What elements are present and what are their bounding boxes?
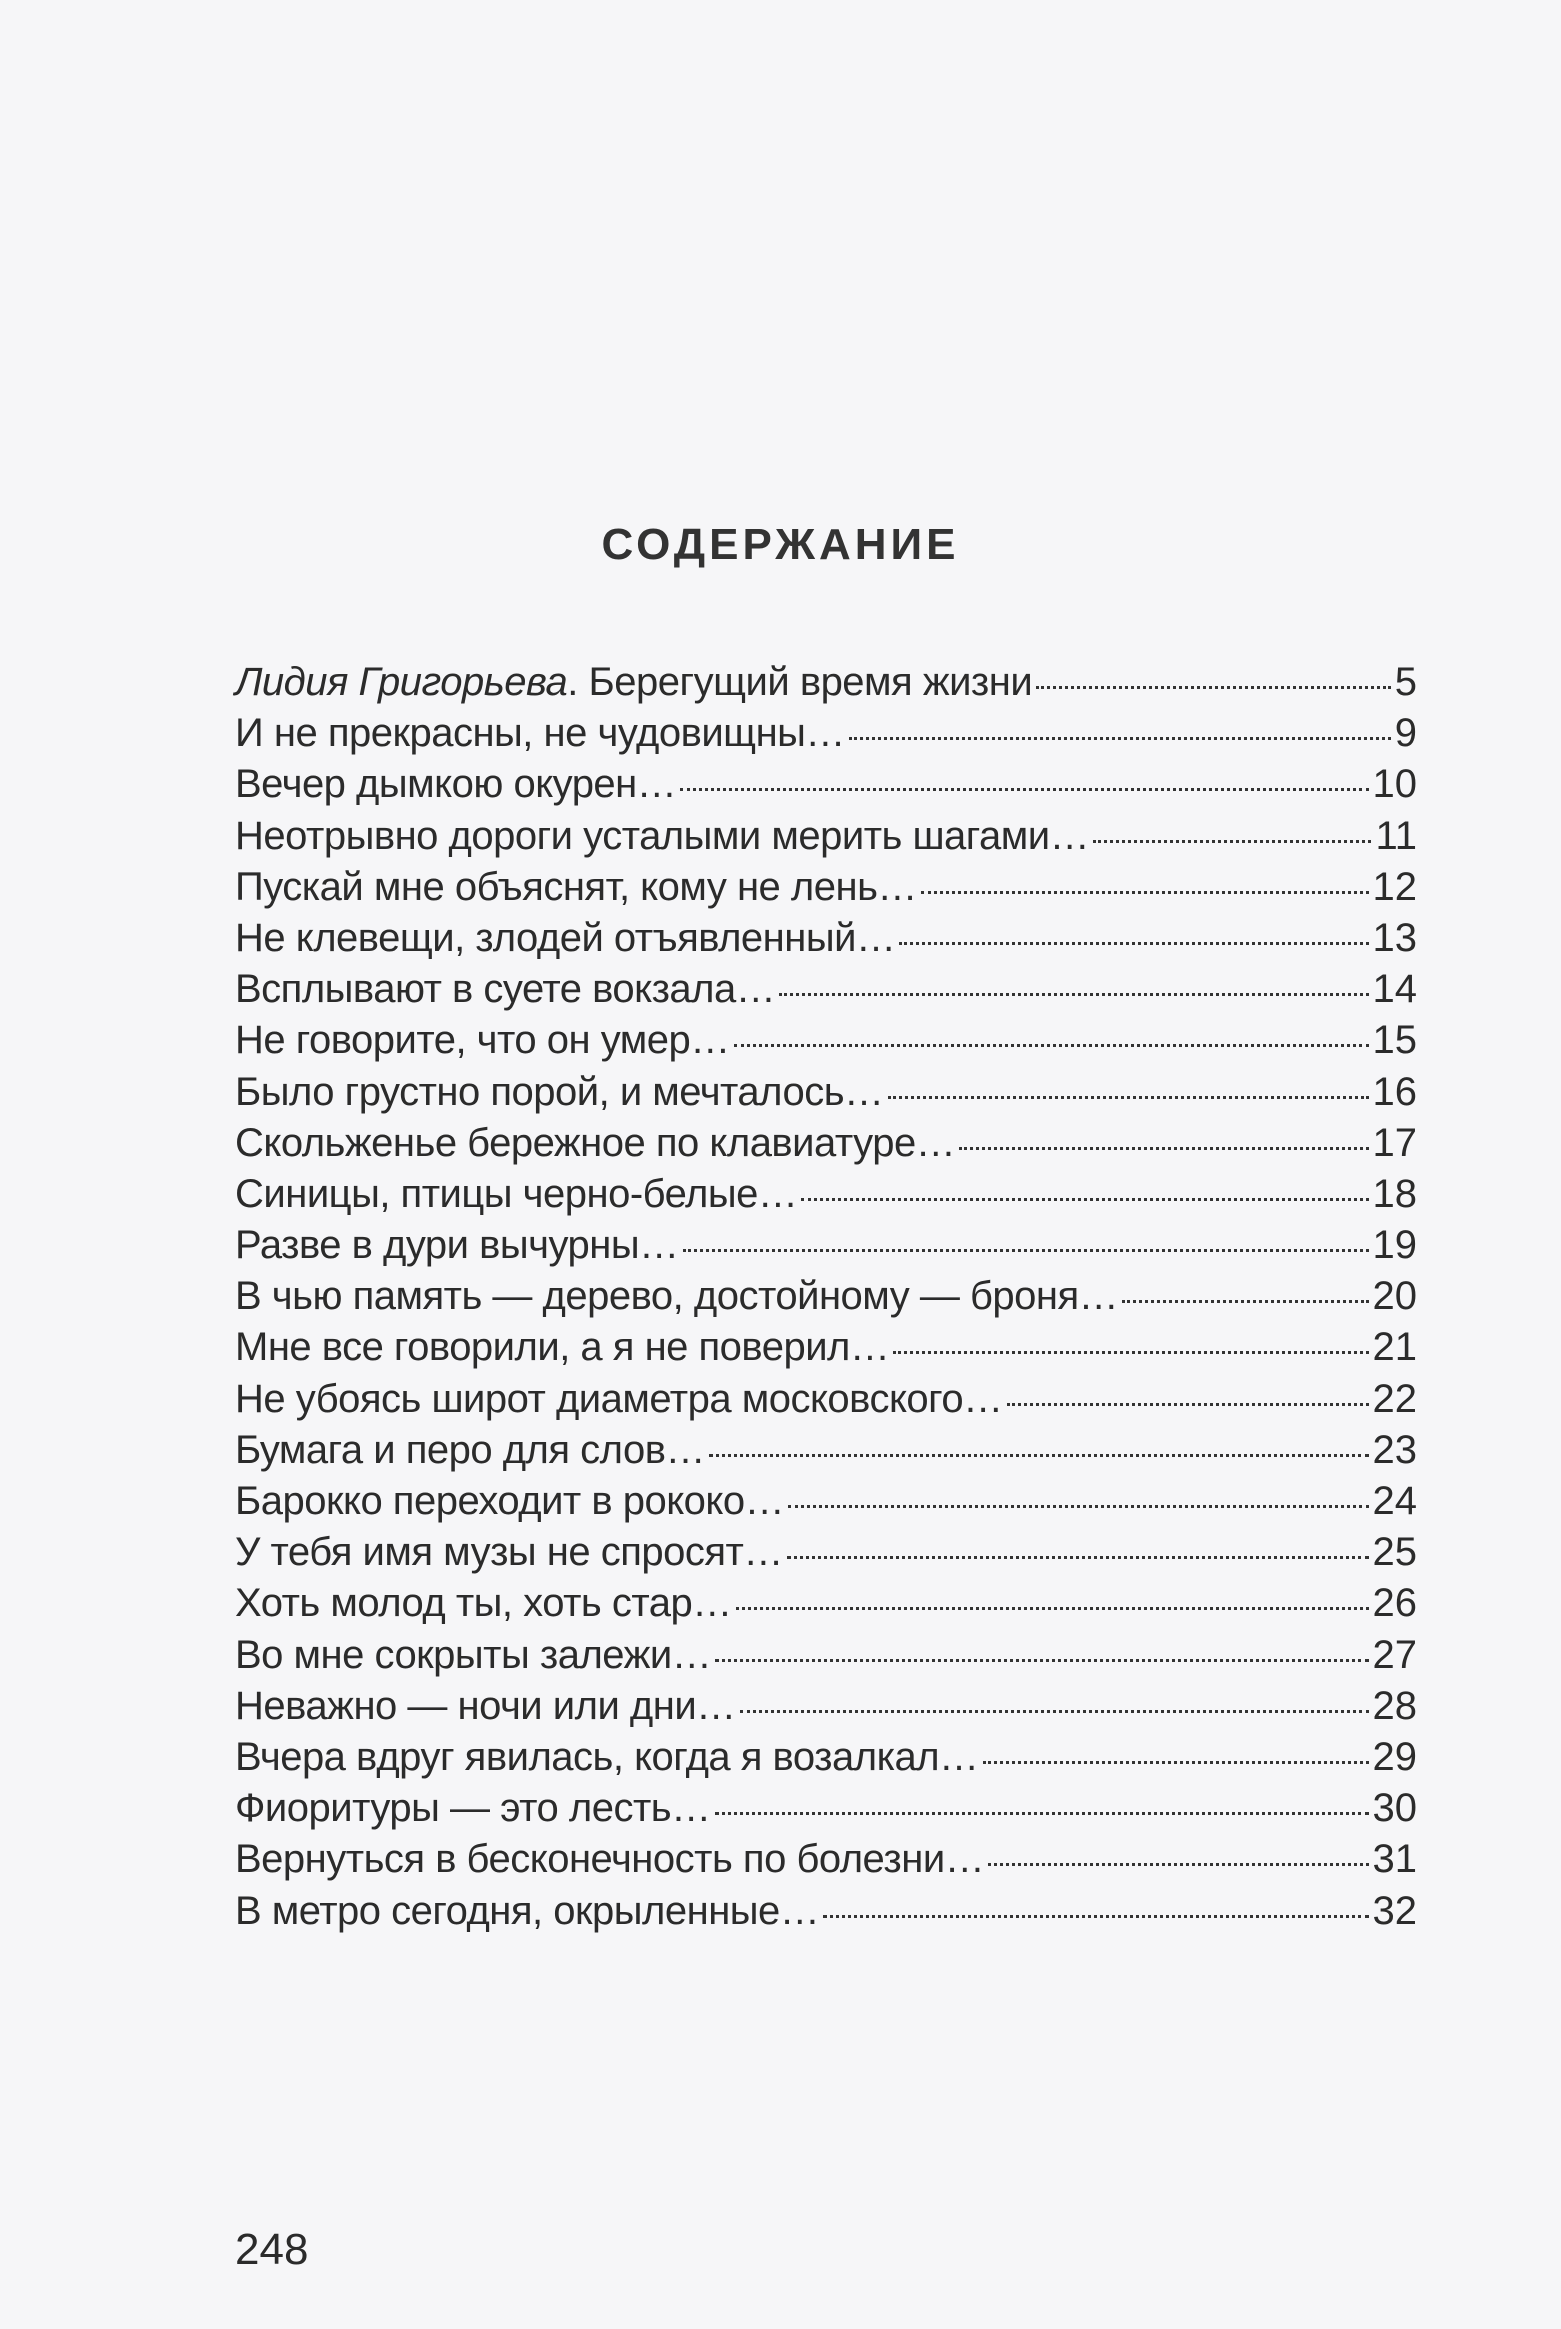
entry-title-text: . Берегущий время жизни <box>567 660 1033 704</box>
toc-entry <box>235 1070 1417 1121</box>
entry-page: 22 <box>1372 1376 1417 1421</box>
dot-leader <box>1122 1300 1368 1303</box>
dot-leader <box>959 1147 1368 1150</box>
entry-title-text: В метро сегодня, окрыленные… <box>235 1888 820 1933</box>
toc-entry <box>235 660 1417 711</box>
entry-title-text: Вечер дымкою окурен… <box>235 762 677 807</box>
entry-page: 10 <box>1372 762 1417 807</box>
entry-title-text: Во мне сокрыты залежи… <box>235 1632 712 1677</box>
entry-page: 31 <box>1372 1837 1417 1882</box>
toc-entry <box>235 1530 1417 1581</box>
entry-page: 11 <box>1375 813 1417 858</box>
entry-title-text: Пускай мне объяснят, кому не лень… <box>235 864 917 909</box>
entry-page: 26 <box>1372 1581 1417 1626</box>
entry-title <box>235 814 1089 859</box>
dot-leader <box>788 1505 1368 1508</box>
entry-title <box>235 1684 736 1729</box>
dot-leader <box>988 1863 1368 1866</box>
entry-page: 30 <box>1372 1786 1417 1831</box>
entry-page: 29 <box>1372 1734 1417 1779</box>
entry-title <box>235 916 895 961</box>
entry-page: 15 <box>1372 1018 1417 1063</box>
entry-page: 12 <box>1372 864 1417 909</box>
entry-page: 19 <box>1372 1223 1417 1268</box>
entry-title <box>235 1274 1118 1319</box>
dot-leader <box>899 942 1368 945</box>
entry-title-text: Вернуться в бесконечность по болезни… <box>235 1837 985 1882</box>
entry-page: 16 <box>1372 1069 1417 1114</box>
entry-title-text: И не прекрасны, не чудовищны… <box>235 711 845 756</box>
toc-entry <box>235 916 1417 967</box>
dot-leader <box>740 1710 1369 1713</box>
entry-title <box>235 1837 984 1882</box>
entry-title-text: Бумага и перо для слов… <box>235 1427 705 1472</box>
entry-title-text: Не убоясь широт диаметра московского… <box>235 1376 1003 1421</box>
entry-title <box>235 711 845 756</box>
entry-page: 13 <box>1372 915 1417 960</box>
dot-leader <box>1007 1403 1369 1406</box>
entry-title-text: Не клевещи, злодей отъявленный… <box>235 915 896 960</box>
entry-title-text: Было грустно порой, и мечталось… <box>235 1069 884 1114</box>
toc-entry <box>235 1274 1417 1325</box>
entry-title-text: В чью память — дерево, достойному — броня… <box>235 1274 1119 1319</box>
toc-entry <box>235 1223 1417 1274</box>
entry-title <box>235 660 1032 705</box>
toc-entry <box>235 1786 1417 1837</box>
entry-title <box>235 865 917 910</box>
entry-page: 24 <box>1372 1479 1417 1523</box>
toc-entry <box>235 762 1417 813</box>
entry-title-text: Фиоритуры — это лесть… <box>235 1786 711 1831</box>
entry-title <box>235 1070 884 1115</box>
dot-leader <box>1036 686 1391 689</box>
entry-title <box>235 1172 797 1217</box>
entry-page: 32 <box>1372 1888 1417 1933</box>
dot-leader <box>849 737 1391 740</box>
entry-title <box>235 1121 955 1166</box>
table-of-contents <box>235 660 1417 1940</box>
entry-title <box>235 1530 783 1575</box>
toc-entry <box>235 1018 1417 1069</box>
dot-leader <box>779 993 1368 996</box>
entry-page: 5 <box>1394 660 1417 704</box>
toc-entry <box>235 967 1417 1018</box>
toc-entry <box>235 814 1417 865</box>
entry-title-text: Скольженье бережное по клавиатуре… <box>235 1120 956 1165</box>
entry-page: 17 <box>1372 1120 1417 1165</box>
entry-title <box>235 1633 711 1678</box>
toc-entry <box>235 865 1417 916</box>
dot-leader <box>888 1096 1369 1099</box>
entry-title-text: Синицы, птицы черно-белые… <box>235 1171 798 1216</box>
toc-entry <box>235 1121 1417 1172</box>
entry-title <box>235 762 676 807</box>
entry-title-text: Неважно — ночи или дни… <box>235 1683 736 1728</box>
entry-title-text: Всплывают в суете вокзала… <box>235 967 776 1012</box>
dot-leader <box>683 1249 1369 1252</box>
entry-author: Лидия Григорьева <box>235 660 568 704</box>
dot-leader <box>715 1659 1368 1662</box>
toc-entry <box>235 1172 1417 1223</box>
entry-title <box>235 1735 979 1780</box>
dot-leader <box>983 1761 1369 1764</box>
toc-entry <box>235 1428 1417 1479</box>
dot-leader <box>680 788 1368 791</box>
toc-entry <box>235 711 1417 762</box>
entry-title <box>235 1223 679 1268</box>
page-title: СОДЕРЖАНИЕ <box>601 520 960 569</box>
dot-leader <box>893 1351 1368 1354</box>
entry-title <box>235 1479 784 1524</box>
entry-title <box>235 1889 819 1934</box>
entry-page: 20 <box>1372 1274 1417 1319</box>
entry-page: 28 <box>1372 1683 1417 1728</box>
entry-page: 23 <box>1372 1427 1417 1472</box>
entry-title <box>235 1786 711 1831</box>
toc-entry <box>235 1735 1417 1786</box>
entry-title <box>235 1581 732 1626</box>
entry-page: 21 <box>1372 1325 1417 1370</box>
entry-page: 14 <box>1372 967 1417 1012</box>
toc-entry <box>235 1581 1417 1632</box>
entry-title <box>235 1377 1003 1422</box>
dot-leader <box>715 1812 1369 1815</box>
dot-leader <box>709 1454 1369 1457</box>
entry-title <box>235 1325 889 1370</box>
toc-entry <box>235 1377 1417 1428</box>
dot-leader <box>734 1044 1369 1047</box>
entry-title-text: У тебя имя музы не спросят… <box>235 1530 783 1575</box>
entry-title <box>235 1428 705 1473</box>
entry-title-text: Неотрывно дороги усталыми мерить шагами… <box>235 813 1090 858</box>
page-number: 248 <box>235 2225 309 2274</box>
toc-entry <box>235 1684 1417 1735</box>
entry-page: 25 <box>1372 1530 1417 1575</box>
entry-page: 18 <box>1372 1171 1417 1216</box>
toc-entry <box>235 1479 1417 1530</box>
toc-entry <box>235 1633 1417 1684</box>
dot-leader <box>1093 840 1371 843</box>
entry-title <box>235 967 775 1012</box>
dot-leader <box>736 1607 1369 1610</box>
entry-title-text: Не говорите, что он умер… <box>235 1018 730 1063</box>
entry-title <box>235 1018 730 1063</box>
entry-title-text: Барокко переходит в рококо… <box>235 1479 785 1523</box>
toc-entry <box>235 1889 1417 1940</box>
entry-title-text: Разве в дури вычурны… <box>235 1223 679 1268</box>
dot-leader <box>921 891 1369 894</box>
dot-leader <box>823 1915 1368 1918</box>
toc-entry <box>235 1325 1417 1376</box>
entry-title-text: Хоть молод ты, хоть стар… <box>235 1581 732 1626</box>
entry-page: 27 <box>1372 1632 1417 1677</box>
entry-title-text: Мне все говорили, а я не поверил… <box>235 1325 890 1370</box>
dot-leader <box>787 1556 1369 1559</box>
toc-entry <box>235 1837 1417 1888</box>
entry-page: 9 <box>1394 711 1417 756</box>
entry-title-text: Вчера вдруг явилась, когда я возалкал… <box>235 1734 979 1779</box>
dot-leader <box>801 1198 1368 1201</box>
